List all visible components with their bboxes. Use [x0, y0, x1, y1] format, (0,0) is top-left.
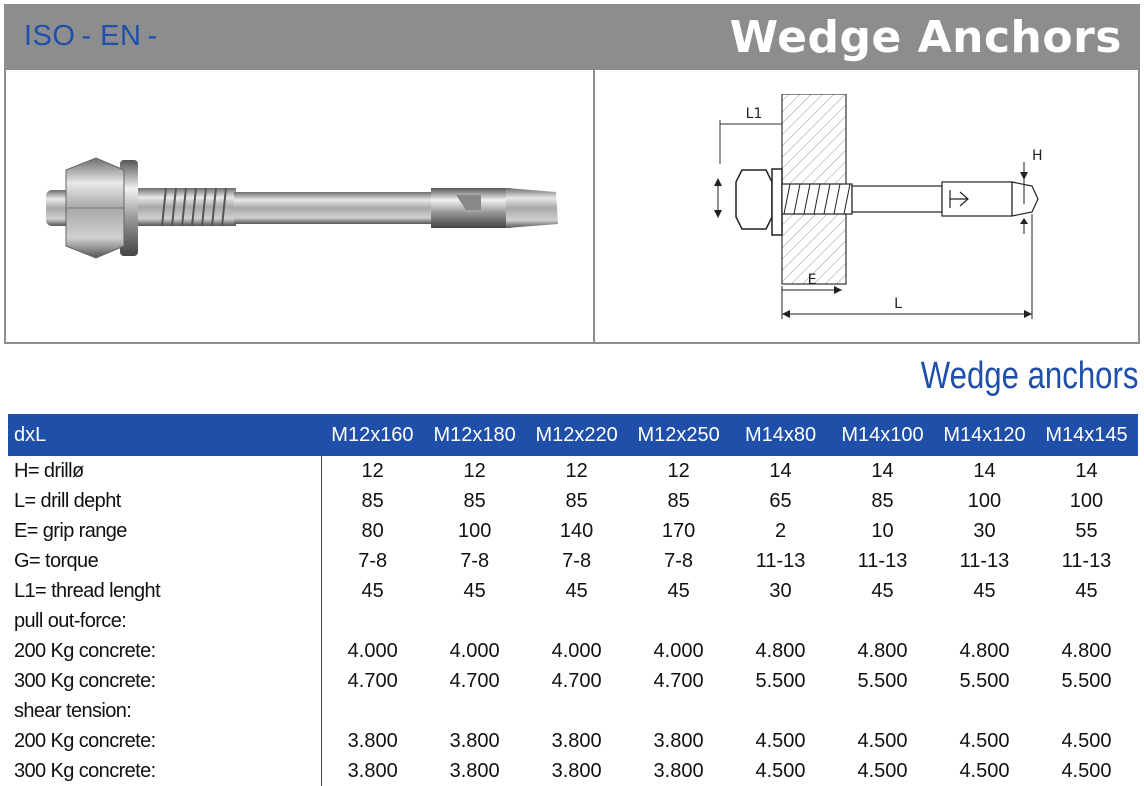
table-cell: 4.500 — [755, 760, 806, 782]
row-label: 300 Kg concrete: — [8, 666, 321, 696]
table-cell: 45 — [565, 580, 588, 602]
table-cell: 3.800 — [449, 760, 500, 782]
h-label: H — [1032, 148, 1043, 164]
row-label: G= torque — [8, 546, 321, 576]
table-row — [8, 636, 1138, 666]
trailing-dash: - — [147, 20, 158, 52]
table-cell: 4.500 — [857, 730, 908, 752]
table-cell: 45 — [973, 580, 996, 602]
table-row — [8, 546, 1138, 576]
table-cell: 4.700 — [347, 670, 398, 692]
table-cell: 4.500 — [959, 760, 1010, 782]
anchor-photo — [36, 140, 576, 280]
table-cell — [730, 606, 832, 636]
table-cell: 4.800 — [1061, 640, 1112, 662]
table-cell: 12 — [565, 460, 588, 482]
table-cell: 3.800 — [551, 760, 602, 782]
table-cell: 7-8 — [664, 550, 694, 572]
en-label: - EN — [81, 20, 142, 52]
table-cell — [526, 696, 628, 726]
table-cell: 2 — [774, 520, 787, 542]
table-cell — [832, 606, 934, 636]
table-cell — [933, 606, 1035, 636]
anchor-diagram — [698, 94, 1058, 334]
table-cell — [628, 606, 730, 636]
standard-label — [24, 20, 164, 53]
table-cell: 14 — [973, 460, 996, 482]
table-row — [8, 456, 1138, 486]
table-cell: 4.700 — [653, 670, 704, 692]
table-cell: 4.500 — [755, 730, 806, 752]
table-header-row — [8, 414, 1138, 456]
table-cell: 4.000 — [653, 640, 704, 662]
table-cell: 100 — [967, 490, 1002, 512]
iso-label: ISO — [24, 20, 76, 52]
table-cell — [1035, 606, 1137, 636]
table-cell: 12 — [667, 460, 690, 482]
corner-header: dxL — [14, 423, 47, 446]
table-row — [8, 726, 1138, 756]
table-cell: 14 — [769, 460, 792, 482]
table-cell: 30 — [973, 520, 996, 542]
column-header: M12x250 — [637, 423, 720, 446]
column-header: M12x220 — [535, 423, 618, 446]
table-cell: 11-13 — [1061, 550, 1112, 572]
table-row — [8, 486, 1138, 516]
page-title: Wedge Anchors — [729, 12, 1122, 63]
table-cell — [730, 696, 832, 726]
table-cell: 4.000 — [449, 640, 500, 662]
e-label: E — [807, 272, 817, 288]
row-label: L= drill depht — [8, 486, 321, 516]
table-cell: 4.700 — [551, 670, 602, 692]
table-cell: 12 — [463, 460, 486, 482]
table-cell — [424, 696, 526, 726]
table-cell: 5.500 — [755, 670, 806, 692]
table-cell: 14 — [871, 460, 894, 482]
table-cell: 3.800 — [347, 760, 398, 782]
column-header: M12x180 — [433, 423, 516, 446]
table-cell: 85 — [871, 490, 894, 512]
table-cell: 4.700 — [449, 670, 500, 692]
table-cell: 11-13 — [959, 550, 1010, 572]
row-label: E= grip range — [8, 516, 321, 546]
table-cell: 5.500 — [959, 670, 1010, 692]
header-bar — [4, 4, 1140, 70]
table-cell — [321, 606, 423, 636]
table-cell: 45 — [871, 580, 894, 602]
column-header: M14x100 — [841, 423, 924, 446]
table-cell: 3.800 — [653, 730, 704, 752]
row-label: shear tension: — [8, 696, 321, 726]
table-cell: 80 — [361, 520, 384, 542]
table-row — [8, 516, 1138, 546]
table-cell: 3.800 — [551, 730, 602, 752]
table-cell: 4.500 — [1061, 760, 1112, 782]
column-header: M14x145 — [1045, 423, 1128, 446]
table-row — [8, 696, 1138, 726]
table-cell: 7-8 — [358, 550, 388, 572]
spec-table — [8, 414, 1138, 786]
table-cell: 170 — [661, 520, 696, 542]
table-cell: 5.500 — [857, 670, 908, 692]
l1-label: L1 — [745, 106, 763, 122]
table-cell: 45 — [361, 580, 384, 602]
table-cell: 65 — [769, 490, 792, 512]
table-cell: 4.800 — [857, 640, 908, 662]
table-cell: 30 — [769, 580, 792, 602]
table-cell: 100 — [457, 520, 492, 542]
table-row — [8, 756, 1138, 786]
table-cell: 5.500 — [1061, 670, 1112, 692]
table-cell — [628, 696, 730, 726]
table-cell: 3.800 — [347, 730, 398, 752]
table-cell: 85 — [667, 490, 690, 512]
table-cell: 4.500 — [857, 760, 908, 782]
table-cell: 45 — [1075, 580, 1098, 602]
table-cell: 4.800 — [959, 640, 1010, 662]
table-cell: 4.000 — [347, 640, 398, 662]
table-row — [8, 666, 1138, 696]
table-cell: 100 — [1069, 490, 1104, 512]
table-cell: 7-8 — [460, 550, 490, 572]
row-label: 300 Kg concrete: — [8, 756, 321, 786]
table-cell — [832, 696, 934, 726]
table-cell: 4.500 — [959, 730, 1010, 752]
table-cell: 4.800 — [755, 640, 806, 662]
table-cell — [933, 696, 1035, 726]
table-cell — [526, 606, 628, 636]
row-label: 200 Kg concrete: — [8, 636, 321, 666]
table-cell: 140 — [559, 520, 594, 542]
panel-divider — [593, 70, 595, 342]
table-cell — [424, 606, 526, 636]
column-header: M14x80 — [744, 423, 817, 446]
table-cell: 7-8 — [562, 550, 592, 572]
image-panel — [4, 70, 1140, 344]
table-cell: 11-13 — [755, 550, 806, 572]
table-cell: 14 — [1075, 460, 1098, 482]
table-cell: 3.800 — [653, 760, 704, 782]
table-cell: 12 — [361, 460, 384, 482]
table-row — [8, 576, 1138, 606]
table-row — [8, 606, 1138, 636]
table-cell: 45 — [667, 580, 690, 602]
row-label: L1= thread lenght — [8, 576, 321, 606]
section-subtitle: Wedge anchors — [920, 355, 1138, 397]
row-label: pull out-force: — [8, 606, 321, 636]
table-cell: 85 — [463, 490, 486, 512]
column-header: M14x120 — [943, 423, 1026, 446]
table-cell: 85 — [361, 490, 384, 512]
table-cell: 10 — [871, 520, 894, 542]
table-cell: 3.800 — [449, 730, 500, 752]
row-label: 200 Kg concrete: — [8, 726, 321, 756]
table-cell — [321, 696, 423, 726]
table-cell: 4.500 — [1061, 730, 1112, 752]
table-cell: 45 — [463, 580, 486, 602]
table-cell: 11-13 — [857, 550, 908, 572]
table-cell: 4.000 — [551, 640, 602, 662]
column-header: M12x160 — [331, 423, 414, 446]
table-cell: 85 — [565, 490, 588, 512]
row-label: H= drillø — [8, 456, 321, 486]
l-label: L — [894, 296, 902, 312]
table-cell: 55 — [1075, 520, 1098, 542]
table-cell — [1035, 696, 1137, 726]
